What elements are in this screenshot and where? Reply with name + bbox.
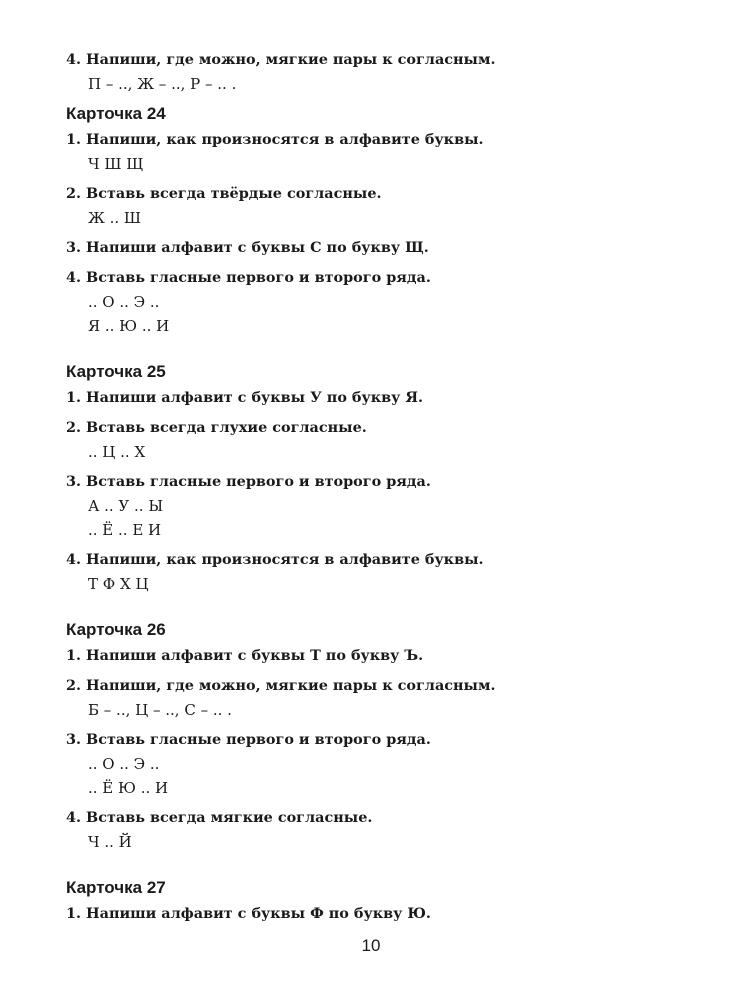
task-question: 3. Напиши алфавит с буквы С по букву Щ. (66, 239, 429, 256)
task-letters: Я .. Ю .. И (88, 317, 170, 335)
task-letters: Б – .., Ц – .., С – .. . (88, 701, 232, 719)
page-content (66, 48, 686, 948)
card (66, 360, 686, 596)
task-letters: .. О .. Э .. (88, 755, 160, 773)
task (66, 266, 686, 338)
task-question: 2. Вставь всегда твёрдые согласные. (66, 185, 382, 202)
task-question: 1. Напиши алфавит с буквы У по букву Я. (66, 389, 424, 406)
task (66, 548, 686, 596)
task (66, 416, 686, 464)
task-letters: Ч Ш Щ (88, 155, 144, 173)
task-question: 4. Вставь всегда мягкие согласные. (66, 809, 373, 826)
task-question: 1. Напиши алфавит с буквы Т по букву Ъ. (66, 647, 424, 664)
cards-list (66, 102, 686, 926)
task-question: 1. Напиши алфавит с буквы Ф по букву Ю. (66, 905, 431, 922)
task (66, 236, 686, 260)
task-question: 2. Вставь всегда глухие согласные. (66, 419, 367, 436)
task-letters: .. Ё Ю .. И (88, 779, 169, 797)
task-question: 3. Вставь гласные первого и второго ряда. (66, 473, 431, 490)
card (66, 618, 686, 854)
task-question: 2. Напиши, где можно, мягкие пары к согласным. (66, 677, 496, 694)
task-letters: П – .., Ж – .., Р – .. . (88, 75, 237, 93)
task-letters: А .. У .. Ы (88, 497, 164, 515)
card-title: Карточка 24 (66, 104, 166, 123)
task-letters: Т Ф Х Ц (88, 575, 149, 593)
task-letters: Ч .. Й (88, 833, 132, 851)
task-letters: .. Ц .. Х (88, 443, 146, 461)
task-letters: Ж .. Ш (88, 209, 142, 227)
card (66, 876, 686, 926)
card-title: Карточка 27 (66, 878, 166, 897)
card-title: Карточка 26 (66, 620, 166, 639)
task (66, 470, 686, 542)
task (66, 728, 686, 800)
card (66, 102, 686, 338)
page-number: 10 (361, 936, 381, 955)
task (66, 386, 686, 410)
task (66, 806, 686, 854)
task-question: 4. Вставь гласные первого и второго ряда. (66, 269, 431, 286)
task-question: 3. Вставь гласные первого и второго ряда. (66, 731, 431, 748)
task-letters: .. Ё .. Е И (88, 521, 162, 539)
task (66, 674, 686, 722)
task (66, 644, 686, 668)
intro-task (66, 48, 686, 96)
task-question: 4. Напиши, как произносятся в алфавите буквы. (66, 551, 484, 568)
task-question: 4. Напиши, где можно, мягкие пары к согласным. (66, 51, 496, 68)
card-title: Карточка 25 (66, 362, 166, 381)
task-question: 1. Напиши, как произносятся в алфавите буквы. (66, 131, 484, 148)
task (66, 182, 686, 230)
task (66, 128, 686, 176)
task-letters: .. О .. Э .. (88, 293, 160, 311)
task (66, 902, 686, 926)
